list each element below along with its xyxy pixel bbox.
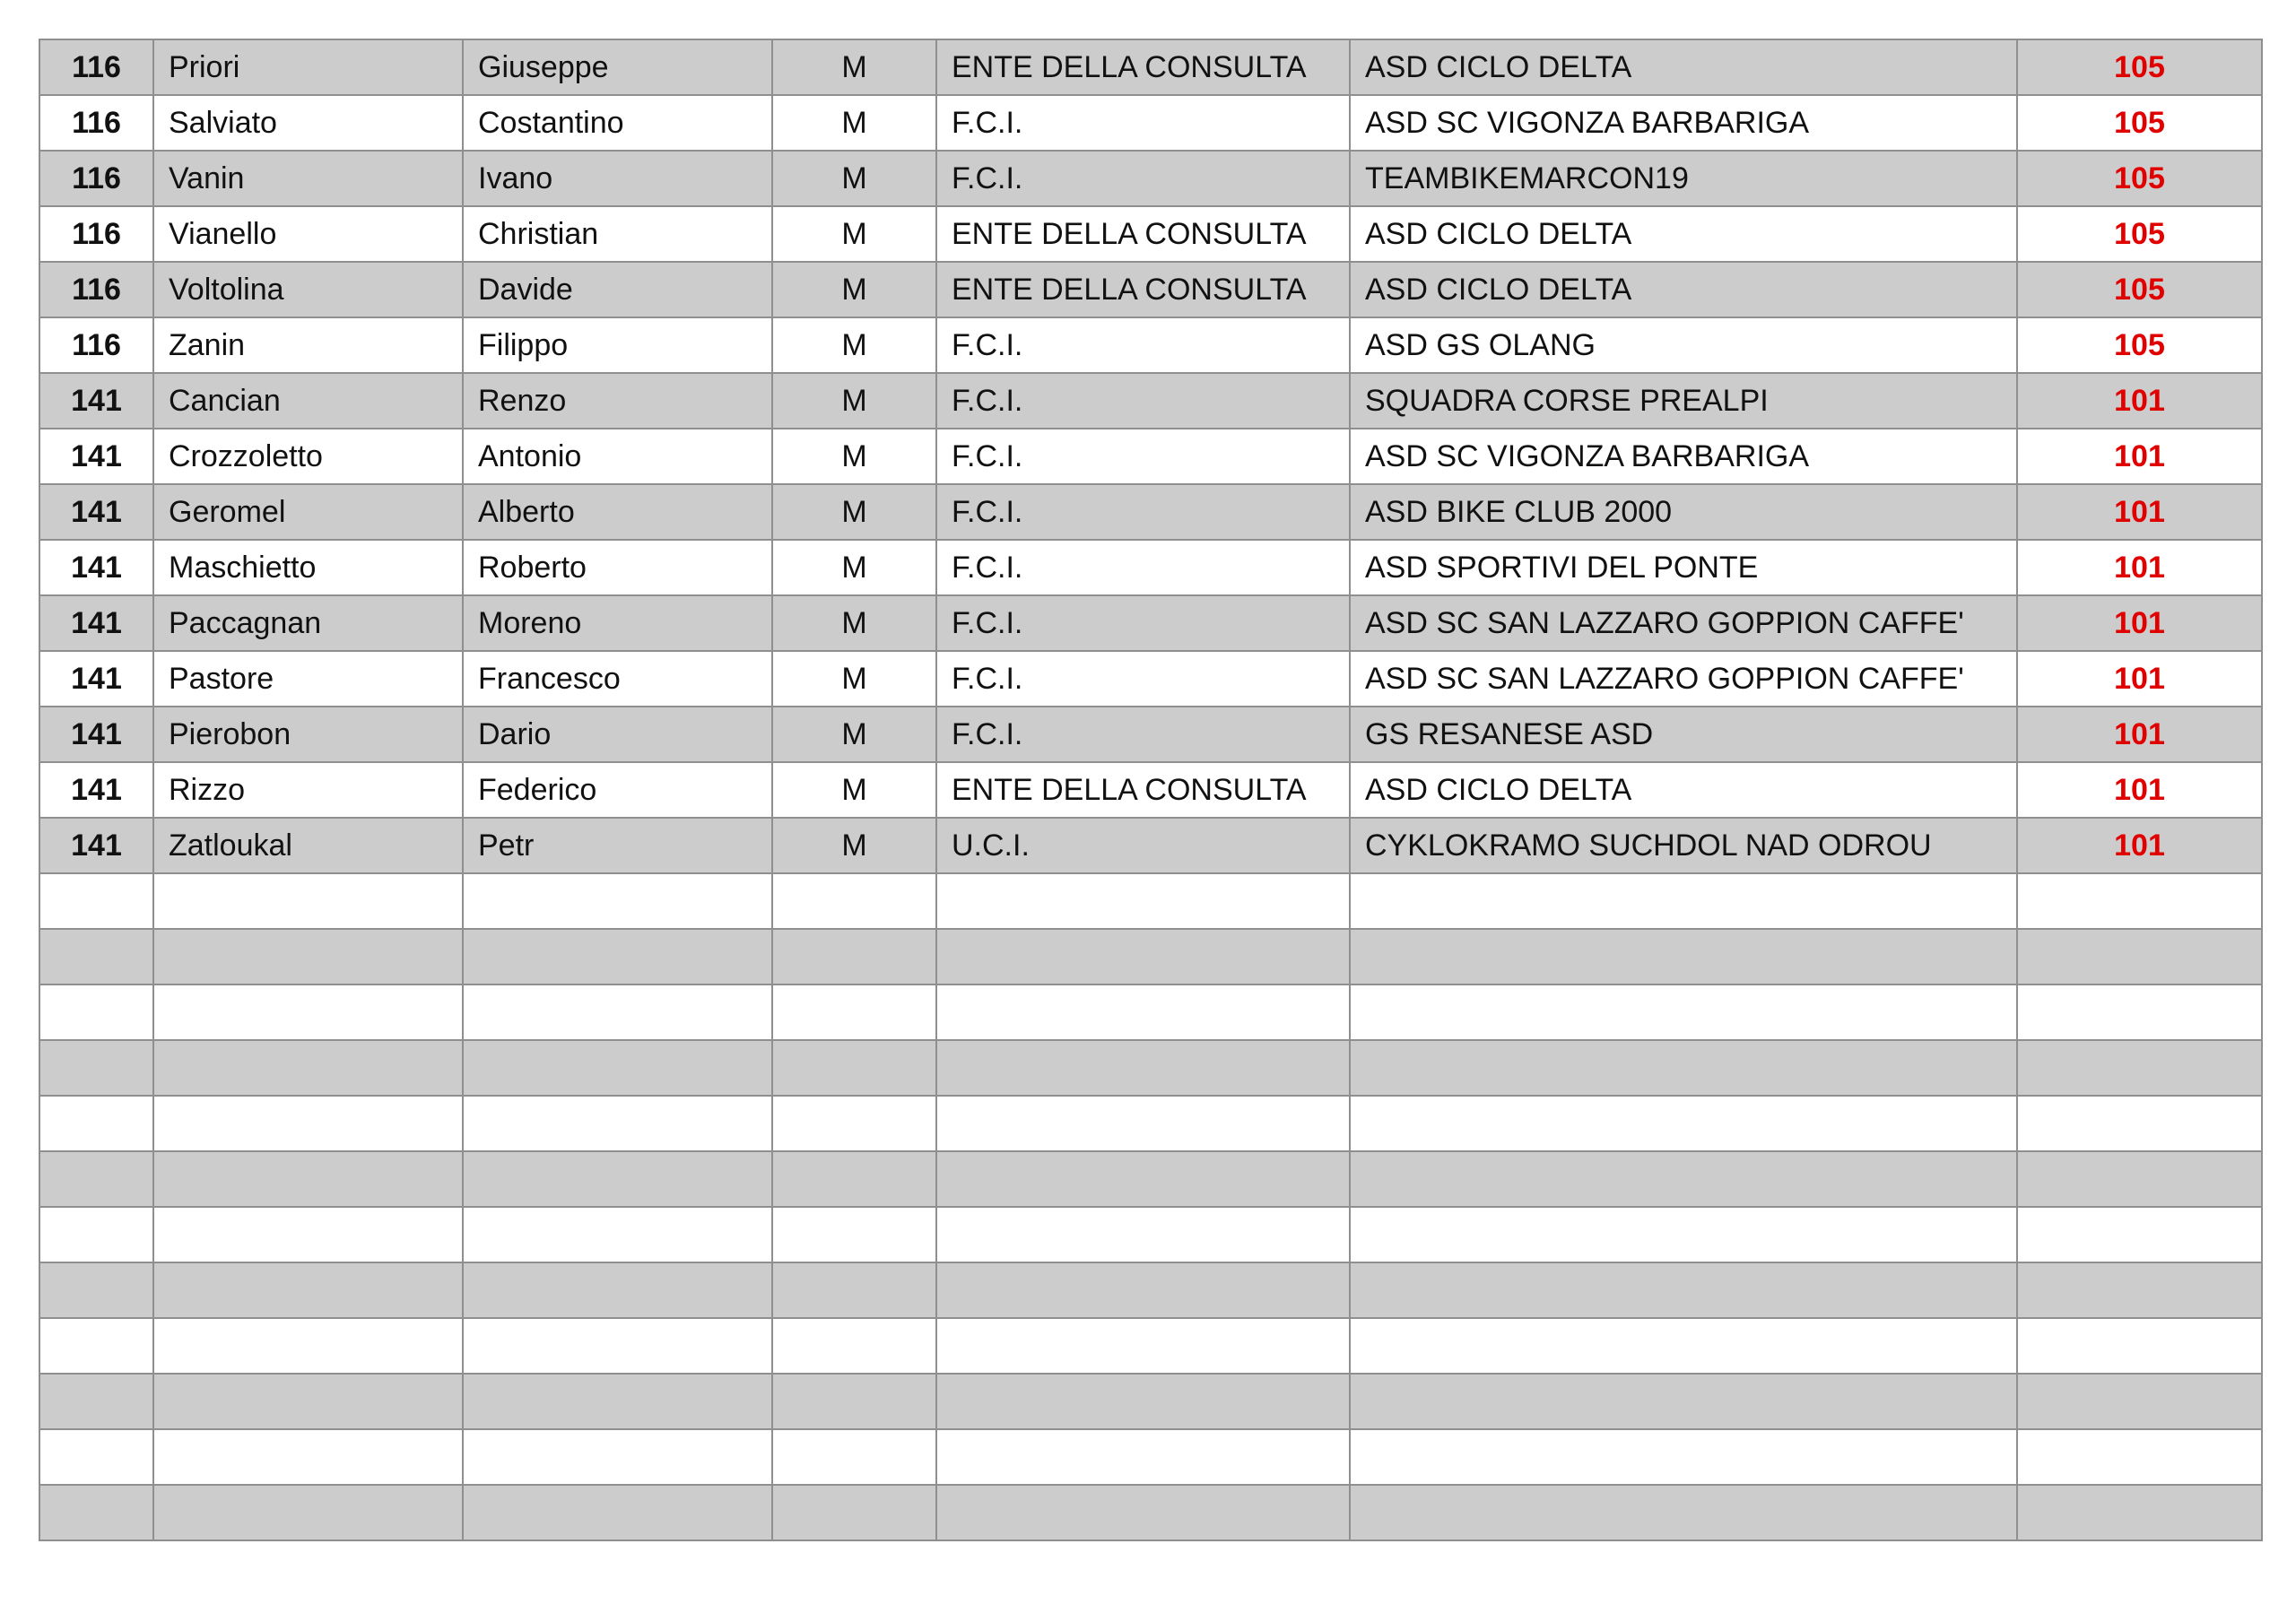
sex-cell: M	[772, 651, 936, 707]
results-sheet	[39, 39, 2263, 1541]
first-name-cell	[463, 1429, 772, 1485]
points-cell: 105	[2017, 39, 2262, 95]
rank-cell	[39, 1040, 153, 1096]
sex-cell	[772, 1318, 936, 1374]
federation-cell	[936, 1151, 1350, 1207]
rank-cell	[39, 1374, 153, 1429]
sex-cell	[772, 1485, 936, 1540]
sex-cell: M	[772, 206, 936, 262]
first-name-cell	[463, 1040, 772, 1096]
rank-cell	[39, 1429, 153, 1485]
table-row	[39, 373, 2262, 429]
federation-cell	[936, 873, 1350, 929]
surname-cell	[153, 929, 463, 984]
points-cell: 101	[2017, 429, 2262, 484]
team-cell: ASD SC SAN LAZZARO GOPPION CAFFE'	[1350, 595, 2017, 651]
surname-cell	[153, 1096, 463, 1151]
first-name-cell	[463, 1151, 772, 1207]
surname-cell: Priori	[153, 39, 463, 95]
table-row	[39, 984, 2262, 1040]
rank-cell	[39, 873, 153, 929]
points-cell: 105	[2017, 95, 2262, 151]
team-cell	[1350, 1262, 2017, 1318]
first-name-cell	[463, 1485, 772, 1540]
points-cell	[2017, 1318, 2262, 1374]
team-cell: ASD CICLO DELTA	[1350, 39, 2017, 95]
points-cell: 101	[2017, 540, 2262, 595]
surname-cell: Voltolina	[153, 262, 463, 317]
points-cell	[2017, 1429, 2262, 1485]
points-cell: 101	[2017, 762, 2262, 818]
rank-cell	[39, 929, 153, 984]
team-cell	[1350, 1207, 2017, 1262]
sex-cell: M	[772, 262, 936, 317]
points-cell: 101	[2017, 373, 2262, 429]
sex-cell: M	[772, 39, 936, 95]
federation-cell	[936, 929, 1350, 984]
sex-cell	[772, 1207, 936, 1262]
rank-cell: 141	[39, 762, 153, 818]
surname-cell	[153, 1207, 463, 1262]
points-cell: 101	[2017, 651, 2262, 707]
federation-cell: F.C.I.	[936, 429, 1350, 484]
sex-cell: M	[772, 818, 936, 873]
surname-cell: Salviato	[153, 95, 463, 151]
table-row	[39, 818, 2262, 873]
points-cell: 105	[2017, 151, 2262, 206]
points-cell: 105	[2017, 317, 2262, 373]
table-row	[39, 39, 2262, 95]
first-name-cell	[463, 873, 772, 929]
federation-cell	[936, 1318, 1350, 1374]
team-cell	[1350, 1151, 2017, 1207]
surname-cell: Cancian	[153, 373, 463, 429]
team-cell: ASD SPORTIVI DEL PONTE	[1350, 540, 2017, 595]
sex-cell	[772, 1262, 936, 1318]
surname-cell: Geromel	[153, 484, 463, 540]
first-name-cell: Davide	[463, 262, 772, 317]
points-cell	[2017, 1374, 2262, 1429]
team-cell: ASD CICLO DELTA	[1350, 262, 2017, 317]
first-name-cell: Moreno	[463, 595, 772, 651]
federation-cell: F.C.I.	[936, 484, 1350, 540]
first-name-cell: Francesco	[463, 651, 772, 707]
table-row	[39, 873, 2262, 929]
points-cell	[2017, 984, 2262, 1040]
federation-cell	[936, 1374, 1350, 1429]
surname-cell	[153, 1318, 463, 1374]
first-name-cell: Roberto	[463, 540, 772, 595]
rank-cell: 141	[39, 429, 153, 484]
first-name-cell	[463, 1318, 772, 1374]
federation-cell	[936, 1429, 1350, 1485]
points-cell	[2017, 1207, 2262, 1262]
first-name-cell	[463, 929, 772, 984]
team-cell: ASD CICLO DELTA	[1350, 762, 2017, 818]
sex-cell	[772, 929, 936, 984]
rank-cell	[39, 1262, 153, 1318]
federation-cell: F.C.I.	[936, 707, 1350, 762]
team-cell	[1350, 1485, 2017, 1540]
sex-cell	[772, 1429, 936, 1485]
results-table-body	[39, 39, 2262, 1540]
first-name-cell: Filippo	[463, 317, 772, 373]
table-row	[39, 484, 2262, 540]
sex-cell	[772, 1040, 936, 1096]
table-row	[39, 1040, 2262, 1096]
surname-cell: Rizzo	[153, 762, 463, 818]
federation-cell	[936, 984, 1350, 1040]
rank-cell	[39, 1151, 153, 1207]
federation-cell	[936, 1096, 1350, 1151]
surname-cell: Crozzoletto	[153, 429, 463, 484]
team-cell: ASD SC VIGONZA BARBARIGA	[1350, 429, 2017, 484]
first-name-cell	[463, 984, 772, 1040]
surname-cell: Vianello	[153, 206, 463, 262]
rank-cell: 141	[39, 484, 153, 540]
rank-cell	[39, 1096, 153, 1151]
surname-cell: Zanin	[153, 317, 463, 373]
rank-cell: 141	[39, 707, 153, 762]
sex-cell: M	[772, 95, 936, 151]
rank-cell: 116	[39, 39, 153, 95]
federation-cell: U.C.I.	[936, 818, 1350, 873]
table-row	[39, 762, 2262, 818]
table-row	[39, 707, 2262, 762]
team-cell: CYKLOKRAMO SUCHDOL NAD ODROU	[1350, 818, 2017, 873]
table-row	[39, 1374, 2262, 1429]
surname-cell	[153, 1374, 463, 1429]
sex-cell: M	[772, 762, 936, 818]
sex-cell	[772, 873, 936, 929]
table-row	[39, 262, 2262, 317]
sex-cell: M	[772, 373, 936, 429]
rank-cell: 141	[39, 373, 153, 429]
first-name-cell	[463, 1207, 772, 1262]
team-cell: GS RESANESE ASD	[1350, 707, 2017, 762]
points-cell	[2017, 929, 2262, 984]
first-name-cell	[463, 1096, 772, 1151]
rank-cell: 116	[39, 151, 153, 206]
federation-cell: F.C.I.	[936, 373, 1350, 429]
sex-cell: M	[772, 595, 936, 651]
table-row	[39, 1485, 2262, 1540]
table-row	[39, 595, 2262, 651]
surname-cell: Pierobon	[153, 707, 463, 762]
team-cell: TEAMBIKEMARCON19	[1350, 151, 2017, 206]
rank-cell: 116	[39, 206, 153, 262]
federation-cell: F.C.I.	[936, 651, 1350, 707]
federation-cell: ENTE DELLA CONSULTA	[936, 262, 1350, 317]
rank-cell	[39, 1318, 153, 1374]
sex-cell: M	[772, 429, 936, 484]
federation-cell: F.C.I.	[936, 95, 1350, 151]
surname-cell	[153, 873, 463, 929]
points-cell: 101	[2017, 707, 2262, 762]
federation-cell: F.C.I.	[936, 540, 1350, 595]
sex-cell	[772, 1151, 936, 1207]
points-cell	[2017, 1151, 2262, 1207]
points-cell	[2017, 1096, 2262, 1151]
sex-cell: M	[772, 151, 936, 206]
team-cell	[1350, 929, 2017, 984]
sex-cell: M	[772, 317, 936, 373]
points-cell: 105	[2017, 262, 2262, 317]
table-row	[39, 151, 2262, 206]
surname-cell: Vanin	[153, 151, 463, 206]
team-cell: ASD CICLO DELTA	[1350, 206, 2017, 262]
first-name-cell: Giuseppe	[463, 39, 772, 95]
federation-cell: ENTE DELLA CONSULTA	[936, 39, 1350, 95]
first-name-cell: Antonio	[463, 429, 772, 484]
table-row	[39, 95, 2262, 151]
surname-cell	[153, 1485, 463, 1540]
first-name-cell: Renzo	[463, 373, 772, 429]
team-cell	[1350, 1318, 2017, 1374]
team-cell	[1350, 1374, 2017, 1429]
sex-cell: M	[772, 707, 936, 762]
table-row	[39, 1151, 2262, 1207]
team-cell	[1350, 1096, 2017, 1151]
surname-cell: Maschietto	[153, 540, 463, 595]
sex-cell: M	[772, 540, 936, 595]
team-cell: ASD BIKE CLUB 2000	[1350, 484, 2017, 540]
table-row	[39, 651, 2262, 707]
rank-cell: 116	[39, 95, 153, 151]
first-name-cell: Petr	[463, 818, 772, 873]
federation-cell: ENTE DELLA CONSULTA	[936, 762, 1350, 818]
rank-cell: 116	[39, 317, 153, 373]
surname-cell: Pastore	[153, 651, 463, 707]
table-row	[39, 206, 2262, 262]
table-row	[39, 1096, 2262, 1151]
first-name-cell: Alberto	[463, 484, 772, 540]
table-row	[39, 1262, 2262, 1318]
team-cell	[1350, 984, 2017, 1040]
sex-cell	[772, 1374, 936, 1429]
team-cell: SQUADRA CORSE PREALPI	[1350, 373, 2017, 429]
sex-cell	[772, 984, 936, 1040]
results-table	[39, 39, 2263, 1541]
first-name-cell	[463, 1374, 772, 1429]
table-row	[39, 1207, 2262, 1262]
rank-cell: 141	[39, 540, 153, 595]
federation-cell: ENTE DELLA CONSULTA	[936, 206, 1350, 262]
rank-cell: 141	[39, 818, 153, 873]
first-name-cell: Federico	[463, 762, 772, 818]
surname-cell	[153, 984, 463, 1040]
rank-cell: 141	[39, 651, 153, 707]
team-cell: ASD SC VIGONZA BARBARIGA	[1350, 95, 2017, 151]
points-cell	[2017, 1040, 2262, 1096]
rank-cell	[39, 984, 153, 1040]
surname-cell	[153, 1040, 463, 1096]
surname-cell: Paccagnan	[153, 595, 463, 651]
team-cell	[1350, 1040, 2017, 1096]
team-cell: ASD GS OLANG	[1350, 317, 2017, 373]
points-cell	[2017, 873, 2262, 929]
first-name-cell: Ivano	[463, 151, 772, 206]
federation-cell	[936, 1040, 1350, 1096]
first-name-cell: Dario	[463, 707, 772, 762]
first-name-cell: Christian	[463, 206, 772, 262]
table-row	[39, 540, 2262, 595]
first-name-cell	[463, 1262, 772, 1318]
surname-cell	[153, 1429, 463, 1485]
surname-cell	[153, 1262, 463, 1318]
team-cell: ASD SC SAN LAZZARO GOPPION CAFFE'	[1350, 651, 2017, 707]
federation-cell: F.C.I.	[936, 151, 1350, 206]
federation-cell	[936, 1262, 1350, 1318]
team-cell	[1350, 1429, 2017, 1485]
federation-cell	[936, 1485, 1350, 1540]
table-row	[39, 929, 2262, 984]
federation-cell: F.C.I.	[936, 317, 1350, 373]
points-cell	[2017, 1262, 2262, 1318]
first-name-cell: Costantino	[463, 95, 772, 151]
points-cell: 101	[2017, 484, 2262, 540]
rank-cell	[39, 1207, 153, 1262]
points-cell: 101	[2017, 818, 2262, 873]
surname-cell	[153, 1151, 463, 1207]
team-cell	[1350, 873, 2017, 929]
sex-cell	[772, 1096, 936, 1151]
table-row	[39, 429, 2262, 484]
rank-cell	[39, 1485, 153, 1540]
rank-cell: 116	[39, 262, 153, 317]
table-row	[39, 1429, 2262, 1485]
sex-cell: M	[772, 484, 936, 540]
points-cell: 105	[2017, 206, 2262, 262]
table-row	[39, 317, 2262, 373]
points-cell: 101	[2017, 595, 2262, 651]
federation-cell: F.C.I.	[936, 595, 1350, 651]
federation-cell	[936, 1207, 1350, 1262]
points-cell	[2017, 1485, 2262, 1540]
rank-cell: 141	[39, 595, 153, 651]
table-row	[39, 1318, 2262, 1374]
surname-cell: Zatloukal	[153, 818, 463, 873]
